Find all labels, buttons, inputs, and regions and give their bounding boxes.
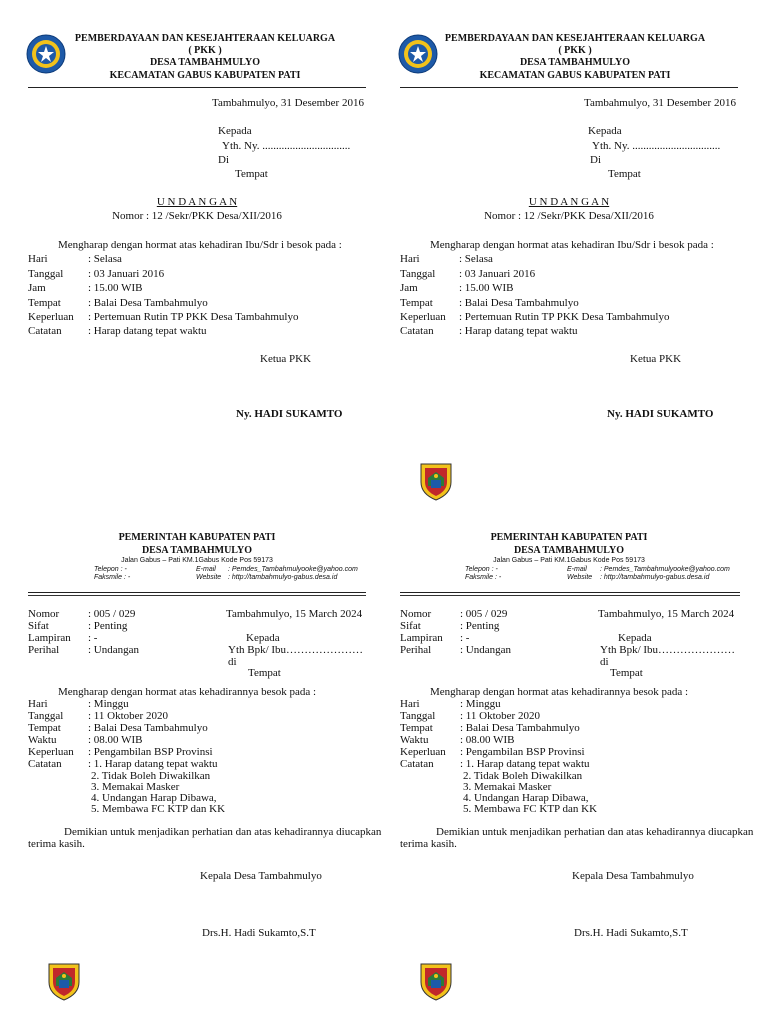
closing-text: Demikian untuk menjadikan perhatian dan atas kehadirannya diucapkan [436,826,754,838]
email-value: : Pemdes_Tambahmulyooke@yahoo.com [600,566,730,573]
detail-row: Hari [400,253,420,265]
detail-value: : 11 Oktober 2020 [88,710,168,722]
header-rule-thin [400,595,740,596]
village-name: DESA TAMBAHMULYO [141,545,253,556]
letter-number: Nomor : 12 /Sekr/PKK Desa/XII/2016 [484,210,654,222]
recipient-name: Yth. Ny. ................................ [222,140,351,152]
detail-value: : Harap datang tepat waktu [88,325,207,337]
signer-title: Kepala Desa Tambahmulyo [572,870,694,882]
note-item: 2. Tidak Boleh Diwakilkan [91,770,211,782]
detail-value: : Harap datang tepat waktu [459,325,578,337]
recipient-di: di [600,656,609,668]
telepon: Telepon : - [465,566,498,573]
detail-value: : Pengambilan BSP Provinsi [88,746,213,758]
detail-value: : 15.00 WIB [88,282,143,294]
detail-row: Jam [28,282,46,294]
header-rule [400,592,740,593]
letter-date: Tambahmulyo, 31 Desember 2016 [584,97,736,109]
lampiran-label: Lampiran [400,632,443,644]
detail-value: : Pengambilan BSP Provinsi [460,746,585,758]
website-value: : http://tambahmulyo-gabus.desa.id [600,574,710,581]
village-name: DESA TAMBAHMULYO [519,57,631,68]
detail-value: : Pertemuan Rutin TP PKK Desa Tambahmulyo [459,311,670,323]
detail-label: Waktu [400,734,429,746]
note-item: 5. Membawa FC KTP dan KK [91,803,226,815]
perihal-value: : Undangan [88,644,140,656]
closing-text-2: terima kasih. [400,838,457,850]
letter-number: Nomor : 12 /Sekr/PKK Desa/XII/2016 [112,210,282,222]
letter-date: Tambahmulyo, 31 Desember 2016 [212,97,364,109]
detail-label: Tempat [28,722,61,734]
detail-label: Keperluan [400,746,446,758]
header-rule [28,87,366,88]
header-rule [28,592,366,593]
detail-row: Tanggal [28,268,64,280]
signer-name: Drs.H. Hadi Sukamto,S.T [202,927,316,939]
note-item: 2. Tidak Boleh Diwakilkan [463,770,583,782]
faksmile: Faksmile : - [94,574,131,581]
detail-value: : 08.00 WIB [88,734,143,746]
perihal-value: : Undangan [460,644,512,656]
detail-row: Tempat [400,297,433,309]
faksmile: Faksmile : - [465,574,502,581]
intro-text: Mengharap dengan hormat atas kehadirannya besok pada : [430,686,689,698]
letter-date: Tambahmulyo, 15 March 2024 [598,608,735,620]
district-name: KECAMATAN GABUS KABUPATEN PATI [479,70,671,81]
intro-text: Mengharap dengan hormat atas kehadirannya besok pada : [58,686,317,698]
sifat-value: : Penting [88,620,128,632]
detail-label: Tanggal [400,710,436,722]
detail-value: : Balai Desa Tambahmulyo [459,297,579,309]
signer-name: Ny. HADI SUKAMTO [607,408,714,420]
perihal-label: Perihal [28,644,60,656]
invitation-title: U N D A N G A N [156,196,238,208]
note-item: 3. Memakai Masker [463,781,552,793]
org-name: PEMBERDAYAAN DAN KESEJAHTERAAN KELUARGA [74,33,336,44]
recipient-place: Tempat [235,168,268,180]
nomor-value: : 005 / 029 [88,608,136,620]
nomor-label: Nomor [28,608,60,620]
detail-value: : Selasa [88,253,122,265]
detail-value: : 08.00 WIB [460,734,515,746]
header-rule [400,87,738,88]
detail-label: Catatan [400,758,434,770]
website-label: Website [567,574,593,581]
desa-emblem-icon [416,960,456,1002]
recipient-label: Kepada [246,632,280,644]
address: Jalan Gabus – Pati KM.1Gabus Kode Pos 59173 [121,557,273,564]
recipient-name: Yth Bpk/ Ibu………………… [600,644,736,656]
recipient-di: Di [218,154,229,166]
intro-text: Mengharap dengan hormat atas kehadiran Ibu/Sdr i besok pada : [58,239,342,251]
detail-value: : Minggu [460,698,501,710]
detail-row: Keperluan [28,311,74,323]
signer-title: Kepala Desa Tambahmulyo [200,870,322,882]
detail-value: : Pertemuan Rutin TP PKK Desa Tambahmulyo [88,311,299,323]
detail-label: Tempat [400,722,433,734]
intro-text: Mengharap dengan hormat atas kehadiran Ibu/Sdr i besok pada : [430,239,714,251]
detail-label: Hari [400,698,420,710]
nomor-value: : 005 / 029 [460,608,508,620]
recipient-label: Kepada [618,632,652,644]
email-label: E-mail [196,566,216,573]
email-value: : Pemdes_Tambahmulyooke@yahoo.com [228,566,358,573]
detail-row: Tempat [28,297,61,309]
village-name: DESA TAMBAHMULYO [513,545,625,556]
pkk-logo-icon [26,34,66,74]
detail-label: Hari [28,698,48,710]
closing-text: Demikian untuk menjadikan perhatian dan atas kehadirannya diucapkan [64,826,382,838]
recipient-place: Tempat [248,667,281,679]
detail-row: Keperluan [400,311,446,323]
signer-name: Ny. HADI SUKAMTO [236,408,343,420]
note-item: 3. Memakai Masker [91,781,180,793]
lampiran-value: : - [88,632,98,644]
gov-name: PEMERINTAH KABUPATEN PATI [490,532,648,543]
recipient-name: Yth. Ny. ................................ [592,140,721,152]
detail-value: : Selasa [459,253,493,265]
address: Jalan Gabus – Pati KM.1Gabus Kode Pos 59173 [493,557,645,564]
detail-label: Catatan [28,758,62,770]
recipient-label: Kepada [588,125,622,137]
detail-value: : Balai Desa Tambahmulyo [88,297,208,309]
district-name: KECAMATAN GABUS KABUPATEN PATI [109,70,301,81]
desa-emblem-icon [44,960,84,1002]
sifat-value: : Penting [460,620,500,632]
note-item: 4. Undangan Harap Dibawa, [463,792,589,804]
detail-value: : 03 Januari 2016 [459,268,536,280]
invitation-title: U N D A N G A N [528,196,610,208]
gov-name: PEMERINTAH KABUPATEN PATI [118,532,276,543]
note-item: 4. Undangan Harap Dibawa, [91,792,217,804]
perihal-label: Perihal [400,644,432,656]
detail-label: Keperluan [28,746,74,758]
letter-date: Tambahmulyo, 15 March 2024 [226,608,363,620]
detail-row: Catatan [28,325,62,337]
detail-value: : 15.00 WIB [459,282,514,294]
desa-emblem-icon [416,460,456,502]
telepon: Telepon : - [94,566,127,573]
org-name: PEMBERDAYAAN DAN KESEJAHTERAAN KELUARGA [444,33,706,44]
recipient-di: di [228,656,237,668]
signer-name: Drs.H. Hadi Sukamto,S.T [574,927,688,939]
detail-row: Hari [28,253,48,265]
signer-title: Ketua PKK [630,353,682,365]
signer-title: Ketua PKK [260,353,312,365]
detail-label: Tanggal [28,710,64,722]
pkk-logo-icon [398,34,438,74]
detail-value: : 1. Harap datang tepat waktu [88,758,218,770]
recipient-label: Kepada [218,125,252,137]
recipient-di: Di [590,154,601,166]
detail-row: Jam [400,282,418,294]
detail-label: Waktu [28,734,57,746]
website-label: Website [196,574,222,581]
recipient-place: Tempat [608,168,641,180]
website-value: : http://tambahmulyo-gabus.desa.id [228,574,338,581]
detail-value: : 1. Harap datang tepat waktu [460,758,590,770]
email-label: E-mail [567,566,587,573]
detail-value: : 03 Januari 2016 [88,268,165,280]
note-item: 5. Membawa FC KTP dan KK [463,803,598,815]
village-name: DESA TAMBAHMULYO [149,57,261,68]
sifat-label: Sifat [400,620,421,632]
recipient-place: Tempat [610,667,643,679]
sifat-label: Sifat [28,620,49,632]
nomor-label: Nomor [400,608,432,620]
lampiran-value: : - [460,632,470,644]
detail-value: : Minggu [88,698,129,710]
org-abbr: ( PKK ) [188,45,222,56]
closing-text-2: terima kasih. [28,838,85,850]
header-rule-thin [28,595,366,596]
detail-value: : Balai Desa Tambahmulyo [460,722,580,734]
detail-row: Tanggal [400,268,436,280]
recipient-name: Yth Bpk/ Ibu………………… [228,644,364,656]
detail-row: Catatan [400,325,434,337]
lampiran-label: Lampiran [28,632,71,644]
detail-value: : Balai Desa Tambahmulyo [88,722,208,734]
org-abbr: ( PKK ) [558,45,592,56]
detail-value: : 11 Oktober 2020 [460,710,540,722]
